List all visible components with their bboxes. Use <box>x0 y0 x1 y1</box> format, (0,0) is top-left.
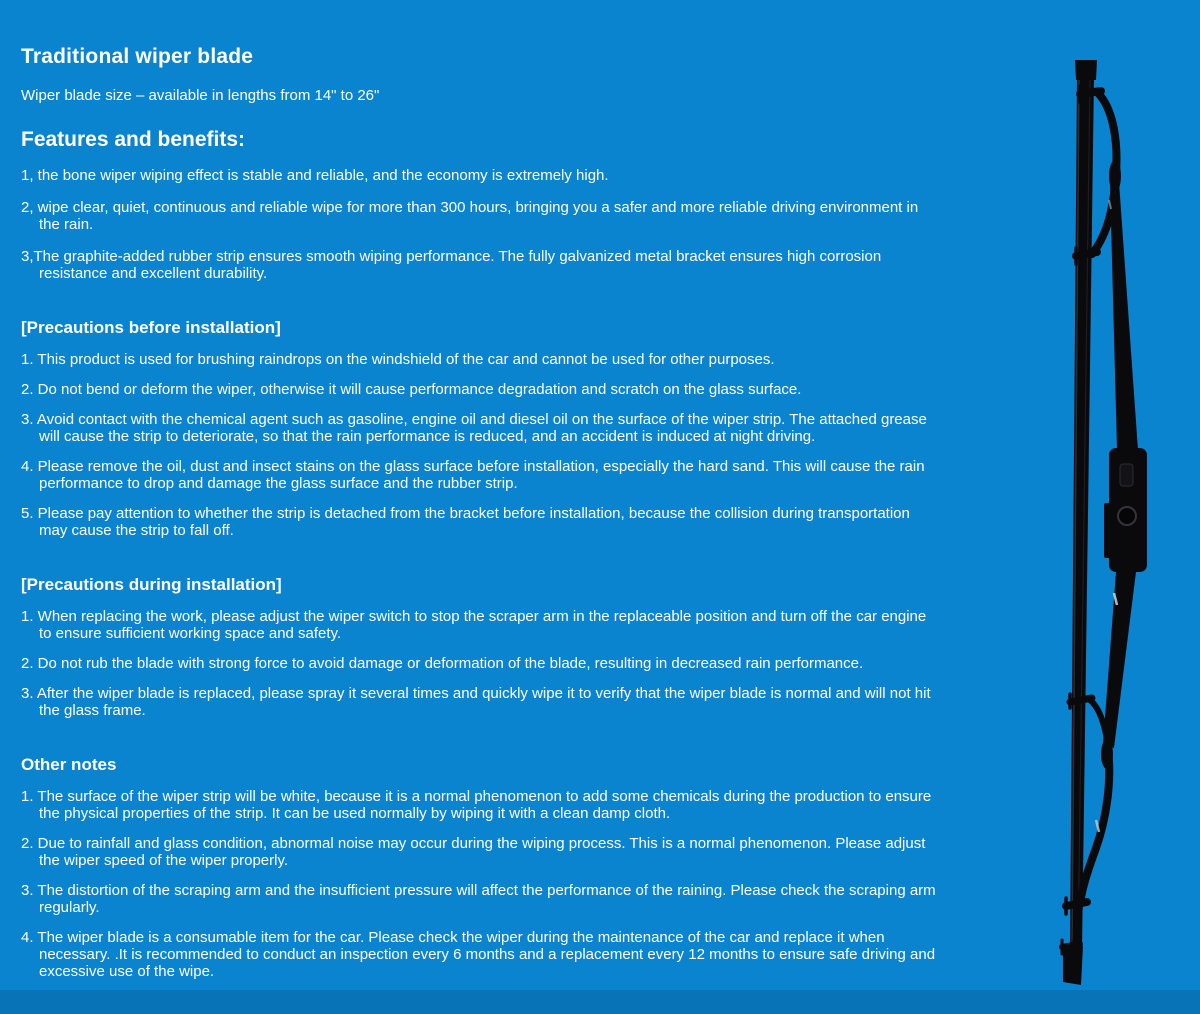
list-item: 1. The surface of the wiper strip will be white, because it is a normal phenomenon to add some chemicals during the production to ensure the physical properties of the strip. It can be used normally by wiping it with a clean damp cloth. <box>21 788 932 822</box>
wiper-blade-illustration <box>1030 48 1200 998</box>
footer-bar <box>0 990 1200 1014</box>
product-title: Traditional wiper blade <box>21 45 254 68</box>
features-heading: Features and benefits: <box>21 128 246 151</box>
list-item: 2. Do not bend or deform the wiper, otherwise it will cause performance degradation and scratch on the glass surface. <box>21 381 802 398</box>
feature-item: 3,The graphite-added rubber strip ensures smooth wiping performance. The fully galvanized metal bracket ensures high corrosion resistance and excellent durability. <box>21 248 882 282</box>
section-heading: [Precautions during installation] <box>21 575 282 594</box>
list-item: 1. When replacing the work, please adjust the wiper switch to stop the scraper arm in the replaceable position and turn off the car engine to ensure sufficient working space and safety. <box>21 608 927 642</box>
section-heading: [Precautions before installation] <box>21 318 281 337</box>
product-size-line: Wiper blade size – available in lengths from 14" to 26" <box>21 87 380 104</box>
section-heading: Other notes <box>21 755 117 774</box>
list-item: 5. Please pay attention to whether the strip is detached from the bracket before installation, because the collision during transportation may cause the strip to fall off. <box>21 505 910 539</box>
list-item: 3. The distortion of the scraping arm and the insufficient pressure will affect the performance of the raining. Please check the scraping arm regularly. <box>21 882 936 916</box>
feature-item: 2, wipe clear, quiet, continuous and reliable wipe for more than 300 hours, bringing you a safer and more reliable driving environment in the rain. <box>21 199 919 233</box>
list-item: 4. The wiper blade is a consumable item for the car. Please check the wiper during the maintenance of the car and replace it when necessary. .It is recommended to conduct an inspection every 6 months and a replacement every 12 months to ensure safe driving and excessive use of the wipe. <box>21 929 936 980</box>
list-item: 4. Please remove the oil, dust and insect stains on the glass surface before installation, especially the hard sand. This will cause the rain performance to drop and damage the glass surface and the rubber strip. <box>21 458 925 492</box>
feature-item: 1, the bone wiper wiping effect is stable and reliable, and the economy is extremely high. <box>21 167 609 184</box>
list-item: 2. Do not rub the blade with strong force to avoid damage or deformation of the blade, resulting in decreased rain performance. <box>21 655 864 672</box>
content-column <box>21 0 937 980</box>
list-item: 3. After the wiper blade is replaced, please spray it several times and quickly wipe it to verify that the wiper blade is normal and will not hit the glass frame. <box>21 685 931 719</box>
list-item: 1. This product is used for brushing raindrops on the windshield of the car and cannot be used for other purposes. <box>21 351 775 368</box>
wiper-blade-image <box>1030 48 1200 998</box>
list-item: 3. Avoid contact with the chemical agent such as gasoline, engine oil and diesel oil on the surface of the wiper strip. The attached grease will cause the strip to deteriorate, so that the rain performance is reduced, and an accident is induced at night driving. <box>21 411 927 445</box>
section-precautions-during-installation <box>21 575 937 719</box>
list-item: 2. Due to rainfall and glass condition, abnormal noise may occur during the wiping process. This is a normal phenomenon. Please adjust the wiper speed of the wiper properly. <box>21 835 926 869</box>
section-other-notes <box>21 755 937 980</box>
section-precautions-before-installation <box>21 318 937 539</box>
